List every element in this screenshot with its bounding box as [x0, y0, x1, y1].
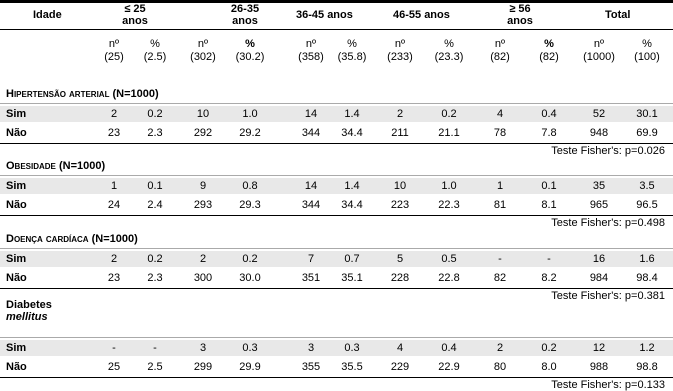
table-cell: 8.1 — [541, 199, 557, 211]
table-cell: 229 — [390, 361, 410, 373]
table-cell: 1.4 — [344, 108, 360, 120]
table-cell: 2.5 — [147, 361, 163, 373]
header-group-total: Total — [605, 9, 631, 21]
table-cell: 1.0 — [242, 108, 258, 120]
table-cell: 8.0 — [541, 361, 557, 373]
table-cell: 344 — [301, 127, 321, 139]
section-rule — [0, 337, 673, 338]
table-cell: 52 — [592, 108, 606, 120]
table-cell: 80 — [493, 361, 507, 373]
fisher-test-note: Teste Fisher's: p=0.381 — [551, 290, 665, 302]
table-cell: 0.1 — [541, 180, 557, 192]
subheader-cell: nº (25) — [104, 38, 124, 63]
table-cell: 81 — [493, 199, 507, 211]
table-cell: 2.3 — [147, 127, 163, 139]
table-cell: 35.5 — [341, 361, 363, 373]
section-bottom-rule — [0, 143, 673, 144]
table-cell: 344 — [301, 199, 321, 211]
header-group-2: 26-35 anos — [230, 3, 260, 27]
table-cell: 355 — [301, 361, 321, 373]
section-title: Doença cardíaca (N=1000) — [6, 233, 138, 245]
table-cell: 293 — [193, 199, 213, 211]
table-cell: 2 — [199, 253, 207, 265]
table-cell: - — [112, 342, 116, 354]
row-label: Sim — [6, 180, 27, 192]
table-cell: 12 — [592, 342, 606, 354]
table-cell: 948 — [589, 127, 609, 139]
table-cell: 78 — [493, 127, 507, 139]
table-cell: 3 — [307, 342, 315, 354]
section-title: Obesidade (N=1000) — [6, 160, 106, 172]
subheader-cell: % (35.8) — [337, 38, 367, 63]
table-cell: 0.4 — [541, 108, 557, 120]
table-cell: 0.3 — [242, 342, 258, 354]
table-cell: 5 — [396, 253, 404, 265]
subheader-cell: nº (233) — [387, 38, 413, 63]
subheader-cell: % (23.3) — [434, 38, 464, 63]
table-cell: 0.5 — [441, 253, 457, 265]
row-label: Sim — [6, 342, 27, 354]
table-cell: 965 — [589, 199, 609, 211]
table-cell: 0.3 — [344, 342, 360, 354]
table-cell: 29.2 — [239, 127, 261, 139]
table-cell: 35.1 — [341, 272, 363, 284]
table-cell: 7 — [307, 253, 315, 265]
section-title: Diabetes mellitus — [6, 299, 52, 323]
table-cell: 2 — [496, 342, 504, 354]
row-label: Não — [6, 272, 27, 284]
top-rule — [0, 0, 673, 3]
subheader-cell: nº (302) — [190, 38, 216, 63]
table-cell: 300 — [193, 272, 213, 284]
table-cell: 1.0 — [441, 180, 457, 192]
table-cell: 34.4 — [341, 199, 363, 211]
table-cell: 2.3 — [147, 272, 163, 284]
row-label: Não — [6, 361, 27, 373]
subheader-cell: % (30.2) — [235, 38, 265, 63]
table-cell: 292 — [193, 127, 213, 139]
table-cell: 98.4 — [636, 272, 658, 284]
table-cell: 1 — [110, 180, 118, 192]
table-cell: 25 — [107, 361, 121, 373]
table-cell: 22.3 — [438, 199, 460, 211]
subheader-cell: nº (82) — [490, 38, 510, 63]
header-idade: Idade — [33, 9, 62, 21]
table-cell: - — [153, 342, 157, 354]
table-cell: 299 — [193, 361, 213, 373]
table-cell: - — [498, 253, 502, 265]
table-cell: 10 — [393, 180, 407, 192]
table-cell: 0.7 — [344, 253, 360, 265]
table-cell: 984 — [589, 272, 609, 284]
table-cell: 2.4 — [147, 199, 163, 211]
fisher-test-note: Teste Fisher's: p=0.498 — [551, 217, 665, 229]
table-cell: 223 — [390, 199, 410, 211]
table-cell: - — [547, 253, 551, 265]
table-cell: 8.2 — [541, 272, 557, 284]
table-cell: 2 — [396, 108, 404, 120]
subheader-cell: % (100) — [634, 38, 660, 63]
table-cell: 351 — [301, 272, 321, 284]
table-cell: 30.0 — [239, 272, 261, 284]
table-cell: 29.3 — [239, 199, 261, 211]
table-cell: 7.8 — [541, 127, 557, 139]
table-cell: 1.4 — [344, 180, 360, 192]
table-cell: 4 — [496, 108, 504, 120]
table-cell: 0.2 — [147, 253, 163, 265]
fisher-test-note: Teste Fisher's: p=0.133 — [551, 379, 665, 391]
table-cell: 2 — [110, 108, 118, 120]
table-cell: 34.4 — [341, 127, 363, 139]
table-cell: 16 — [592, 253, 606, 265]
table-cell: 0.4 — [441, 342, 457, 354]
table-cell: 1.2 — [639, 342, 655, 354]
fisher-test-note: Teste Fisher's: p=0.026 — [551, 145, 665, 157]
table-cell: 2 — [110, 253, 118, 265]
table-cell: 0.2 — [242, 253, 258, 265]
row-label: Não — [6, 127, 27, 139]
table-cell: 1.6 — [639, 253, 655, 265]
table-cell: 0.2 — [441, 108, 457, 120]
table-cell: 1 — [496, 180, 504, 192]
header-group-3: 36-45 anos — [296, 9, 353, 21]
table-cell: 23 — [107, 272, 121, 284]
table-cell: 228 — [390, 272, 410, 284]
header-rule — [0, 29, 673, 30]
table-cell: 29.9 — [239, 361, 261, 373]
table-cell: 3 — [199, 342, 207, 354]
table-cell: 82 — [493, 272, 507, 284]
table-cell: 14 — [304, 180, 318, 192]
table-cell: 0.2 — [541, 342, 557, 354]
table-cell: 22.9 — [438, 361, 460, 373]
table-cell: 211 — [391, 127, 409, 139]
subheader-cell: nº (358) — [298, 38, 324, 63]
section-rule — [0, 248, 673, 249]
table-cell: 0.1 — [147, 180, 163, 192]
table-cell: 22.8 — [438, 272, 460, 284]
table-cell: 4 — [396, 342, 404, 354]
table-cell: 30.1 — [636, 108, 658, 120]
table-cell: 96.5 — [636, 199, 658, 211]
table-cell: 14 — [304, 108, 318, 120]
section-title: Hipertensão arterial (N=1000) — [6, 88, 159, 100]
table-cell: 69.9 — [636, 127, 658, 139]
row-label: Sim — [6, 108, 27, 120]
header-group-5: ≥ 56 anos — [507, 3, 533, 27]
table-cell: 3.5 — [639, 180, 655, 192]
table-cell: 23 — [107, 127, 121, 139]
subheader-cell: % (82) — [539, 38, 559, 63]
table-cell: 35 — [592, 180, 606, 192]
table-cell: 21.1 — [438, 127, 460, 139]
subheader-cell: % (2.5) — [143, 38, 167, 63]
header-group-1: ≤ 25 anos — [122, 3, 148, 27]
table-cell: 0.8 — [242, 180, 258, 192]
header-group-4: 46-55 anos — [393, 9, 450, 21]
table-cell: 10 — [196, 108, 210, 120]
section-rule — [0, 175, 673, 176]
row-label: Sim — [6, 253, 27, 265]
table-cell: 9 — [199, 180, 207, 192]
section-rule — [0, 103, 673, 104]
table-cell: 988 — [589, 361, 609, 373]
table-cell: 24 — [107, 199, 121, 211]
row-label: Não — [6, 199, 27, 211]
table-cell: 0.2 — [147, 108, 163, 120]
section-bottom-rule — [0, 288, 673, 289]
table-cell: 98.8 — [636, 361, 658, 373]
section-bottom-rule — [0, 215, 673, 216]
subheader-cell: nº (1000) — [583, 38, 615, 63]
